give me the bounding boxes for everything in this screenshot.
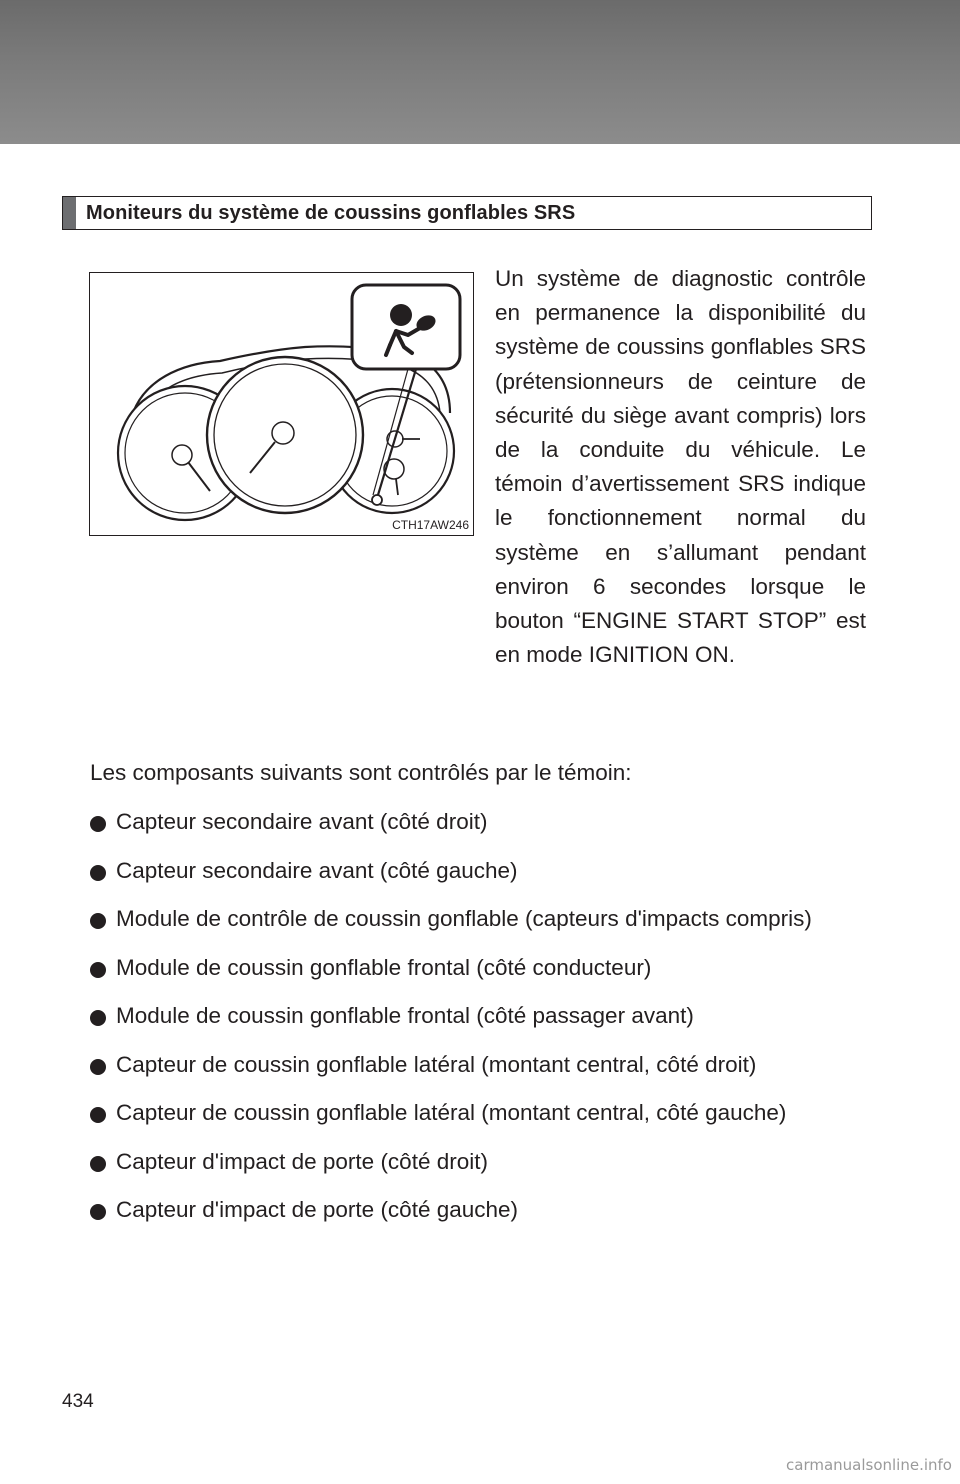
bullet-icon xyxy=(90,816,106,832)
bullet-icon xyxy=(90,1156,106,1172)
page-number: 434 xyxy=(62,1391,94,1412)
section-header-bar xyxy=(63,197,76,229)
list-item: Capteur secondaire avant (côté gauche) xyxy=(90,855,866,887)
instrument-cluster-figure xyxy=(89,272,474,536)
bullet-icon xyxy=(90,913,106,929)
list-item: Capteur de coussin gonflable latéral (montant central, côté gauche) xyxy=(90,1097,866,1129)
bullet-icon xyxy=(90,1059,106,1075)
bullet-icon xyxy=(90,865,106,881)
section-title: Moniteurs du système de coussins gonflables SRS xyxy=(86,202,576,224)
list-item: Module de coussin gonflable frontal (côté conducteur) xyxy=(90,952,866,984)
top-band xyxy=(0,0,960,144)
list-item: Capteur d'impact de porte (côté droit) xyxy=(90,1146,866,1178)
watermark: carmanualsonline.info xyxy=(786,1456,952,1474)
list-item: Capteur de coussin gonflable latéral (montant central, côté droit) xyxy=(90,1049,866,1081)
section-header xyxy=(62,196,872,230)
list-item: Module de contrôle de coussin gonflable (capteurs d'impacts compris) xyxy=(90,903,866,935)
list-item: Capteur secondaire avant (côté droit) xyxy=(90,806,866,838)
figure-code: CTH17AW246 xyxy=(392,518,469,532)
components-list xyxy=(90,806,866,1243)
bullet-icon xyxy=(90,1010,106,1026)
instrument-cluster-illustration xyxy=(90,273,475,537)
components-intro: Les composants suivants sont contrôlés par le témoin: xyxy=(90,760,632,785)
bullet-icon xyxy=(90,962,106,978)
description-paragraph: Un système de diagnostic contrôle en permanence la disponibilité du système de coussins gonflables SRS (prétensionneurs de ceinture de sécurité du siège avant compris) lors de la conduite du véhicule. Le témoin d’avertissement SRS indique le fonctionnement normal du système en s’allumant pendant environ 6 secondes lorsque le bouton “ENGINE START STOP” est en mode IGNITION ON. xyxy=(495,266,866,668)
list-item: Module de coussin gonflable frontal (côté passager avant) xyxy=(90,1000,866,1032)
list-item: Capteur d'impact de porte (côté gauche) xyxy=(90,1194,866,1226)
bullet-icon xyxy=(90,1204,106,1220)
bullet-icon xyxy=(90,1107,106,1123)
